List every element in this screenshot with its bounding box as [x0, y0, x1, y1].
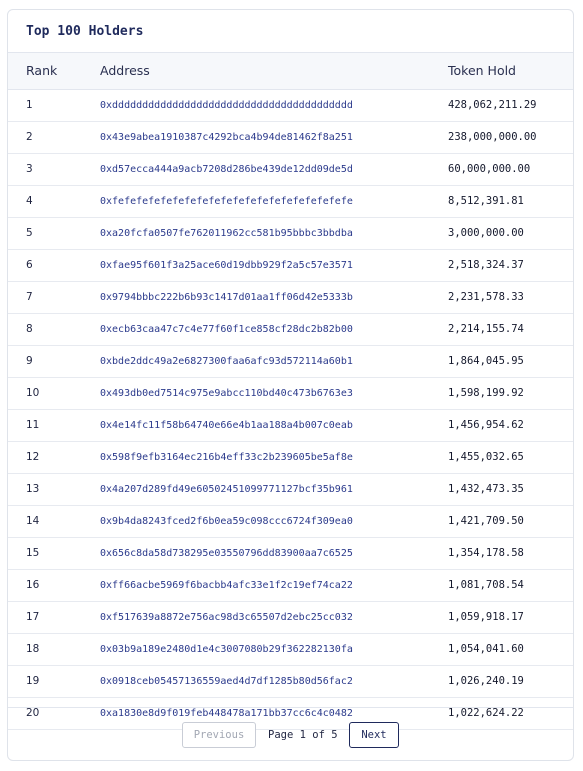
rank-cell: 4 [26, 195, 33, 207]
token-hold-cell: 238,000,000.00 [448, 131, 537, 143]
token-hold-cell: 2,518,324.37 [448, 259, 524, 271]
token-hold-cell: 1,455,032.65 [448, 451, 524, 463]
token-hold-cell: 1,421,709.50 [448, 515, 524, 527]
rank-cell: 5 [26, 227, 33, 239]
table-body [8, 90, 573, 730]
token-hold-cell: 1,432,473.35 [448, 483, 524, 495]
column-header-token-hold: Token Hold [448, 63, 516, 78]
rank-cell: 2 [26, 131, 33, 143]
address-link[interactable]: 0x4e14fc11f58b64740e66e4b1aa188a4b007c0eab [100, 420, 353, 431]
token-hold-cell: 3,000,000.00 [448, 227, 524, 239]
table-row [8, 442, 573, 474]
rank-cell: 20 [26, 707, 40, 719]
table-row [8, 314, 573, 346]
holders-card [7, 9, 574, 761]
address-link[interactable]: 0xbde2ddc49a2e6827300faa6afc93d572114a60b1 [100, 356, 353, 367]
token-hold-cell: 8,512,391.81 [448, 195, 524, 207]
token-hold-cell: 1,059,918.17 [448, 611, 524, 623]
rank-cell: 11 [26, 419, 40, 431]
rank-cell: 13 [26, 483, 40, 495]
rank-cell: 15 [26, 547, 40, 559]
token-hold-cell: 1,598,199.92 [448, 387, 524, 399]
page-info: Page 1 of 5 [268, 729, 338, 741]
table-row [8, 506, 573, 538]
table-header [8, 53, 573, 90]
table-row [8, 122, 573, 154]
address-link[interactable]: 0x43e9abea1910387c4292bca4b94de81462f8a251 [100, 132, 353, 143]
address-link[interactable]: 0xd57ecca444a9acb7208d286be439de12dd09de5d [100, 164, 353, 175]
rank-cell: 14 [26, 515, 40, 527]
table-row [8, 538, 573, 570]
address-link[interactable]: 0xa20fcfa0507fe762011962cc581b95bbbc3bbdba [100, 228, 353, 239]
table-row [8, 378, 573, 410]
token-hold-cell: 1,456,954.62 [448, 419, 524, 431]
token-hold-cell: 1,022,624.22 [448, 707, 524, 719]
table-row [8, 602, 573, 634]
rank-cell: 19 [26, 675, 40, 687]
table-row [8, 282, 573, 314]
token-hold-cell: 1,026,240.19 [448, 675, 524, 687]
address-link[interactable]: 0xfae95f601f3a25ace60d19dbb929f2a5c57e3571 [100, 260, 353, 271]
table-row [8, 410, 573, 442]
table-row [8, 346, 573, 378]
next-button[interactable]: Next [349, 722, 399, 748]
address-link[interactable]: 0xdddddddddddddddddddddddddddddddddddddddd [100, 100, 353, 111]
address-link[interactable]: 0x598f9efb3164ec216b4eff33c2b239605be5af8e [100, 452, 353, 463]
table-row [8, 218, 573, 250]
rank-cell: 7 [26, 291, 33, 303]
address-link[interactable]: 0xecb63caa47c7c4e77f60f1ce858cf28dc2b82b00 [100, 324, 353, 335]
table-row [8, 570, 573, 602]
column-header-rank: Rank [26, 63, 58, 78]
address-link[interactable]: 0xa1830e8d9f019feb448478a171bb37cc6c4c0482 [100, 708, 353, 719]
rank-cell: 12 [26, 451, 40, 463]
address-link[interactable]: 0x03b9a189e2480d1e4c3007080b29f362282130fa [100, 644, 353, 655]
rank-cell: 10 [26, 387, 40, 399]
rank-cell: 1 [26, 99, 33, 111]
token-hold-cell: 2,231,578.33 [448, 291, 524, 303]
address-link[interactable]: 0x0918ceb05457136559aed4d7df1285b80d56fac2 [100, 676, 353, 687]
table-row [8, 250, 573, 282]
address-link[interactable]: 0x9794bbbc222b6b93c1417d01aa1ff06d42e5333b [100, 292, 353, 303]
token-hold-cell: 1,354,178.58 [448, 547, 524, 559]
token-hold-cell: 2,214,155.74 [448, 323, 524, 335]
pagination [8, 707, 573, 761]
address-link[interactable]: 0x493db0ed7514c975e9abcc110bd40c473b6763e3 [100, 388, 353, 399]
rank-cell: 9 [26, 355, 33, 367]
token-hold-cell: 428,062,211.29 [448, 99, 537, 111]
table-row [8, 474, 573, 506]
rank-cell: 16 [26, 579, 40, 591]
address-link[interactable]: 0xf517639a8872e756ac98d3c65507d2ebc25cc032 [100, 612, 353, 623]
previous-button[interactable]: Previous [182, 722, 256, 748]
table-row [8, 90, 573, 122]
address-link[interactable]: 0x656c8da58d738295e03550796dd83900aa7c6525 [100, 548, 353, 559]
column-header-address: Address [100, 63, 150, 78]
card-title: Top 100 Holders [8, 10, 573, 53]
address-link[interactable]: 0x9b4da8243fced2f6b0ea59c098ccc6724f309ea0 [100, 516, 353, 527]
address-link[interactable]: 0xfefefefefefefefefefefefefefefefefefefefe [100, 196, 353, 207]
table-row [8, 666, 573, 698]
token-hold-cell: 1,864,045.95 [448, 355, 524, 367]
table-row [8, 154, 573, 186]
table-row [8, 634, 573, 666]
rank-cell: 3 [26, 163, 33, 175]
address-link[interactable]: 0x4a207d289fd49e60502451099771127bcf35b961 [100, 484, 353, 495]
rank-cell: 8 [26, 323, 33, 335]
token-hold-cell: 60,000,000.00 [448, 163, 531, 175]
address-link[interactable]: 0xff66acbe5969f6bacbb4afc33e1f2c19ef74ca22 [100, 580, 353, 591]
rank-cell: 18 [26, 643, 40, 655]
rank-cell: 17 [26, 611, 40, 623]
rank-cell: 6 [26, 259, 33, 271]
token-hold-cell: 1,054,041.60 [448, 643, 524, 655]
token-hold-cell: 1,081,708.54 [448, 579, 524, 591]
table-row [8, 186, 573, 218]
